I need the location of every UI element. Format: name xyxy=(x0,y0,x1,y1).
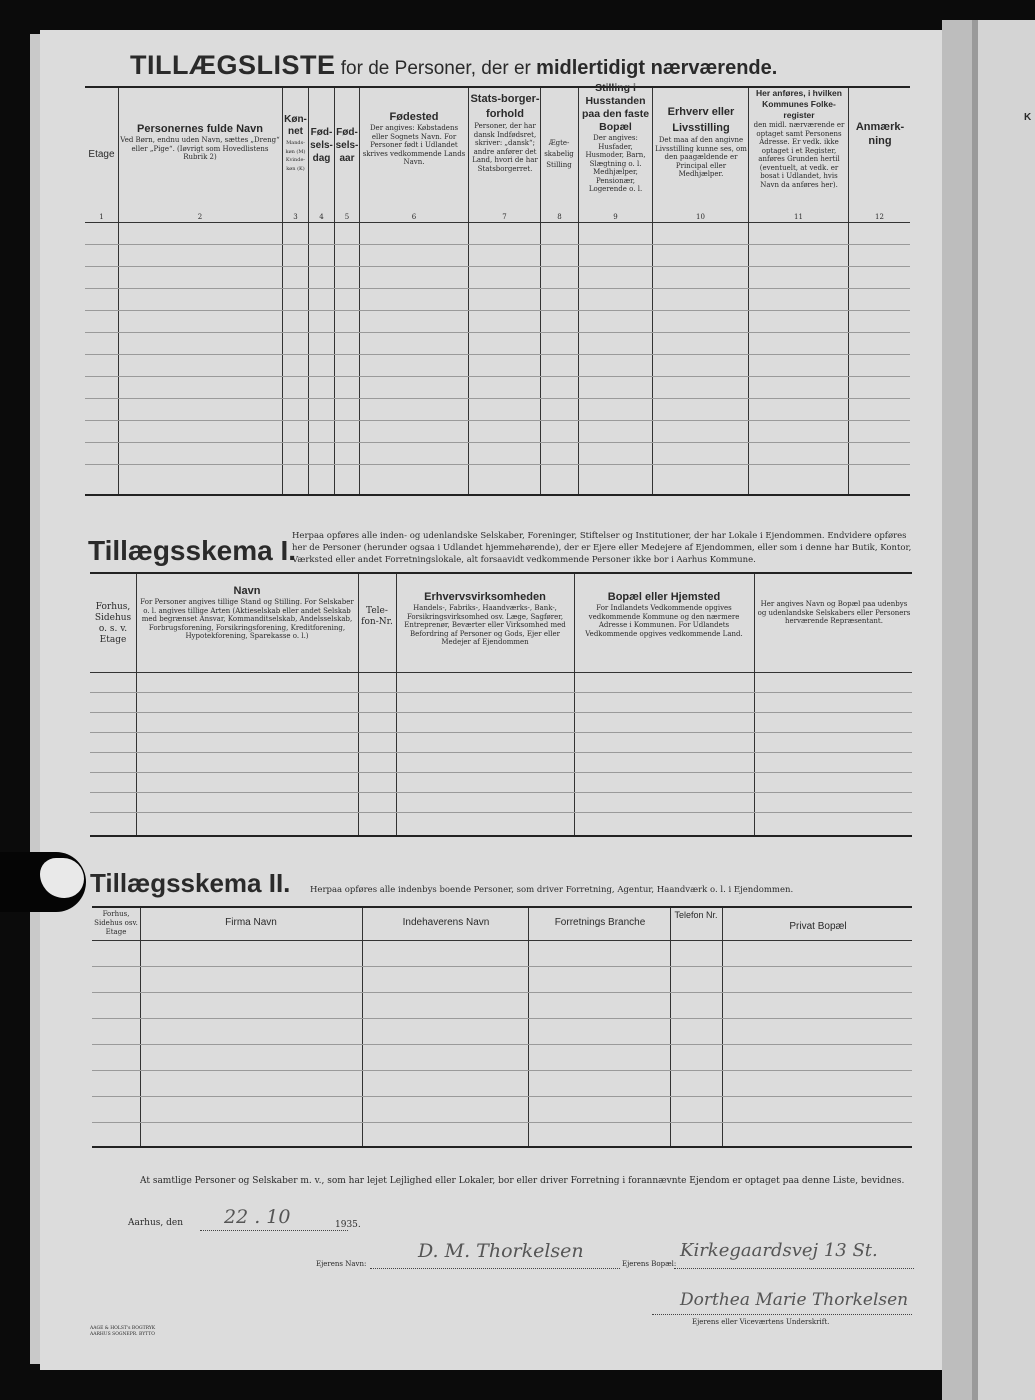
year: 1935. xyxy=(335,1220,361,1230)
col-number: 6 xyxy=(411,213,417,221)
col-header-stilling-husstand: Stilling i Husstanden paa den faste Bopæl Der angives: Husfader, Husmoder, Barn, Slægtning o. l. Medhjælper, Pensionær, Logerende o. l. xyxy=(581,82,650,193)
place-label: Aarhus, den xyxy=(128,1218,183,1228)
col-number: 1 xyxy=(99,213,104,221)
schema2-col-indehaver: Indehaverens Navn xyxy=(402,917,490,928)
schema1-description: Herpaa opføres alle inden- og udenlandske Selskaber, Foreninger, Stiftelser og Institutioner, der har Lokale i Ejendommen. Endvidere opføres her de Personer (herunder ogsaa i Udlandet hjemmehørende), der er Ejere eller Medejere af Ejendommen, eller som i denne har Butik, Kontor, Værksted eller andet Forretningslokale, alt forsaavidt vedkommende Personer ikke bor i Aarhus Kommune. xyxy=(292,531,912,565)
census-form-page xyxy=(40,30,942,1370)
printer-imprint: AAGE & HOLST's BOGTRYK AARHUS SOGNEPR. BYTTO xyxy=(90,1326,156,1337)
col-number: 12 xyxy=(875,213,884,221)
col-header-navn: Personernes fulde Navn Ved Børn, endnu uden Navn, sættes „Dreng“ eller „Pige“. (Iøvrigt som Hovedlistens Rubrik 2) xyxy=(120,123,280,161)
col-number: 3 xyxy=(293,213,298,221)
schema2-col-telefon: Telefon Nr. xyxy=(674,910,718,920)
owner-address-label: Ejerens Bopæl: xyxy=(622,1260,677,1268)
page-gutter xyxy=(942,20,972,1400)
owner-name-handwritten: D. M. Thorkelsen xyxy=(418,1240,584,1262)
signature-handwritten: Dorthea Marie Thorkelsen xyxy=(680,1290,909,1310)
schema2-col-etage: Forhus, Sidehus osv. Etage xyxy=(94,910,138,936)
schema2-col-privat-bopael: Privat Bopæl xyxy=(789,921,847,932)
col-header-koen: Køn-net Mands-køn (M) Kvinde-køn (K) xyxy=(284,114,307,172)
owner-address-handwritten: Kirkegaardsvej 13 St. xyxy=(680,1240,878,1261)
col-header-folkeregister: Her anføres, i hvilken Kommunes Folke-register den midl. nærværende er optaget samt Personens Adresse. Er vedk. ikke optaget i et Register, anføres Grunden hertil (eventuelt, at vedk. er bosat i Udlandet, hvis Navn da anføres her). xyxy=(753,88,845,189)
col-header-foedselsaar: Fød-sels-aar xyxy=(335,127,359,164)
schema1-col-etage: Forhus, Sidehus o. s. v. Etage xyxy=(94,602,132,645)
col-number: 10 xyxy=(696,213,705,221)
adjacent-page xyxy=(972,20,1035,1400)
schema1-col-erhverv: Erhvervsvirksomheden Handels-, Fabriks-, Haandværks-, Bank-, Forsikringsvirksomhed osv. Læge, Sagfører, Entreprenør, Beværter eller Virksomhed med Befordring af Personer og Gods, Ejer eller Medejer af Ejendommen xyxy=(404,591,566,646)
schema1-col-repraesentant: Her angives Navn og Bopæl paa udenbys og udenlandske Selskabers eller Personers herværende Repræsentant. xyxy=(757,600,911,625)
col-number: 2 xyxy=(197,213,203,221)
schema2-description: Herpaa opføres alle indenbys boende Personer, som driver Forretning, Agentur, Haandværk o. l. i Ejendommen. xyxy=(310,885,794,895)
col-number: 11 xyxy=(794,213,803,221)
schema1-title: Tillægsskema I. xyxy=(88,535,297,566)
main-list-title: TILLÆGSLISTE for de Personer, der er midlertidigt nærværende. xyxy=(130,50,778,80)
owner-name-label: Ejerens Navn: xyxy=(316,1260,367,1268)
col-number: 5 xyxy=(344,213,350,221)
date-handwritten: 22 . 10 xyxy=(224,1206,291,1228)
col-header-erhverv: Erhverv eller Livsstilling Det maa af den angivne Livsstilling kunne ses, om den paagældende er Principal eller Medhjælper. xyxy=(655,106,747,178)
schema1-col-telefon: Tele-fon-Nr. xyxy=(361,606,393,627)
col-number: 8 xyxy=(557,213,562,221)
adjacent-page-letter: K xyxy=(1024,112,1032,123)
schema1-col-bopael: Bopæl eller Hjemsted For Indlandets Vedkommende opgives vedkommende Kommune og den nærmere Adresse i Kommunen. For Udlandets Vedkommende opgives vedkommende Land. xyxy=(585,591,743,638)
col-header-foedselsdag: Fød-sels-dag xyxy=(310,127,333,164)
col-number: 4 xyxy=(319,213,324,221)
col-number: 9 xyxy=(613,213,618,221)
col-header-statsborgerforhold: Stats-borger-forhold Personer, der har dansk Indfødsret, skriver: „dansk“; andre anfører det Land, hvori de har Statsborgerret. xyxy=(470,93,540,173)
schema1-col-navn: Navn For Personer angives tillige Stand og Stilling. For Selskaber o. l. angives tillige Arten (Aktieselskab eller andet Selskab med begrænset Ansvar, Kommanditselskab, Andelsselskab, Forbrugsforening, Forsikringsforening, Kreditforening, Hypotekforening, Sparekasse o. l.) xyxy=(140,585,354,640)
schema2-title: Tillægsskema II. xyxy=(90,868,291,898)
col-header-anmaerkning: Anmærk-ning xyxy=(855,121,905,147)
col-number: 7 xyxy=(502,213,507,221)
col-header-aegteskabelig: Ægte-skabelig Stilling xyxy=(544,139,574,169)
signature-label: Ejerens eller Viceværtens Underskrift. xyxy=(692,1318,830,1326)
schema2-col-firma: Firma Navn xyxy=(225,917,277,928)
col-header-etage: Etage xyxy=(88,149,115,160)
schema2-col-branche: Forretnings Branche xyxy=(554,917,646,928)
thumb-occlusion xyxy=(0,852,86,912)
attestation-statement: At samtlige Personer og Selskaber m. v., som har lejet Lejlighed eller Lokaler, bor eller driver Forretning i forannævnte Ejendom er optaget paa denne Liste, bevidnes. xyxy=(140,1176,905,1186)
col-header-foedested: Fødested Der angives: Købstadens eller Sognets Navn. For Personer født i Udlandet skrives vedkommende Lands Navn. xyxy=(362,111,466,166)
